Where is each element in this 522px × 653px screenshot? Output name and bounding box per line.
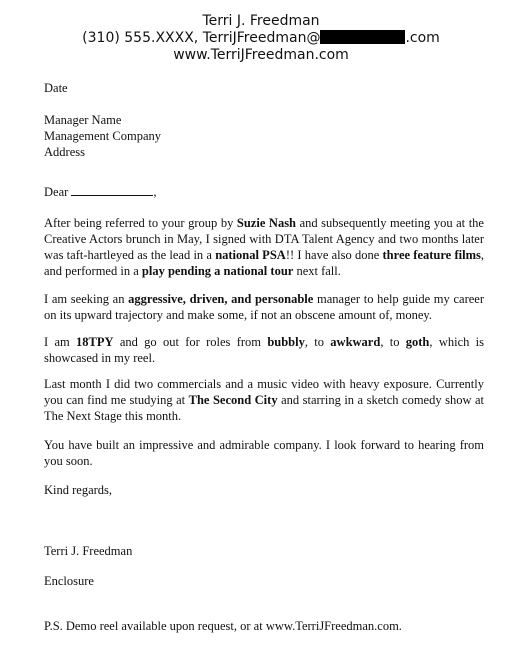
closing: Kind regards,	[44, 483, 113, 497]
p2-text-2: manager to help guide my career on its upward trajectory and make some, if not an obscene amount of, money.	[44, 292, 484, 322]
paragraph-1	[44, 215, 484, 279]
p1-text-3: !! I have also done	[285, 248, 383, 262]
recipient-name: Manager Name	[44, 113, 122, 127]
recipient-address: Address	[44, 145, 85, 159]
p3-bold-4: goth	[405, 335, 430, 349]
paragraph-4	[44, 376, 484, 424]
p1-text-4: , and performed in a	[44, 248, 484, 278]
p1-text-5: next fall.	[293, 264, 341, 278]
recipient-block	[44, 112, 484, 160]
redaction-bar	[320, 30, 405, 44]
contact-phone-email: (310) 555.XXXX, TerriJFreedman@	[82, 30, 321, 46]
p4-text-2: and starring in a sketch comedy show at The Next Stage this month.	[44, 393, 485, 423]
p3-text-3: , to	[304, 335, 331, 349]
paragraph-5	[44, 437, 484, 469]
p2-text-1: I am seeking an	[44, 292, 129, 306]
sender-contact	[0, 30, 522, 47]
p5-text-1: You have built an impressive and admirable company. I look forward to hearing from you soon.	[44, 438, 484, 468]
p1-text-2: and subsequently meeting you at the Creative Actors brunch in May, I signed with DTA Talent Agency and two months later was taft-hartleyed as the lead in a	[44, 216, 484, 262]
p1-bold-3: three feature films	[382, 248, 481, 262]
salutation-prefix: Dear	[44, 185, 69, 199]
p3-bold-2: bubbly	[267, 335, 305, 349]
sender-name: Terri J. Freedman	[202, 13, 320, 29]
sender-website: www.TerriJFreedman.com	[173, 47, 349, 63]
date-line: Date	[44, 81, 68, 95]
paragraph-2	[44, 291, 484, 323]
p3-text-5: , which is showcased in my reel.	[44, 335, 484, 365]
p4-bold-1: The Second City	[188, 393, 278, 407]
p3-text-2: and go out for roles from	[113, 335, 268, 349]
p1-bold-2: national PSA	[215, 248, 286, 262]
letterhead	[0, 13, 522, 64]
p1-bold-1: Suzie Nash	[236, 216, 297, 230]
p3-bold-1: 18TPY	[76, 335, 114, 349]
p3-bold-3: awkward	[330, 335, 381, 349]
contact-email-suffix: .com	[405, 30, 440, 46]
p2-bold-1: aggressive, driven, and personable	[128, 292, 314, 306]
postscript: P.S. Demo reel available upon request, or at www.TerriJFreedman.com.	[44, 619, 402, 633]
recipient-company: Management Company	[44, 129, 161, 143]
salutation-suffix: ,	[153, 185, 157, 199]
p3-text-1: I am	[44, 335, 77, 349]
paragraph-3	[44, 334, 484, 366]
enclosure: Enclosure	[44, 574, 94, 588]
p1-bold-4: play pending a national tour	[141, 264, 294, 278]
p1-text-1: After being referred to your group by	[44, 216, 237, 230]
p4-text-1: Last month I did two commercials and a music video with heavy exposure. Currently you can find me studying at	[44, 377, 484, 407]
salutation	[44, 184, 484, 200]
signature: Terri J. Freedman	[44, 544, 133, 558]
salutation-blank	[71, 185, 153, 196]
p3-text-4: , to	[380, 335, 406, 349]
